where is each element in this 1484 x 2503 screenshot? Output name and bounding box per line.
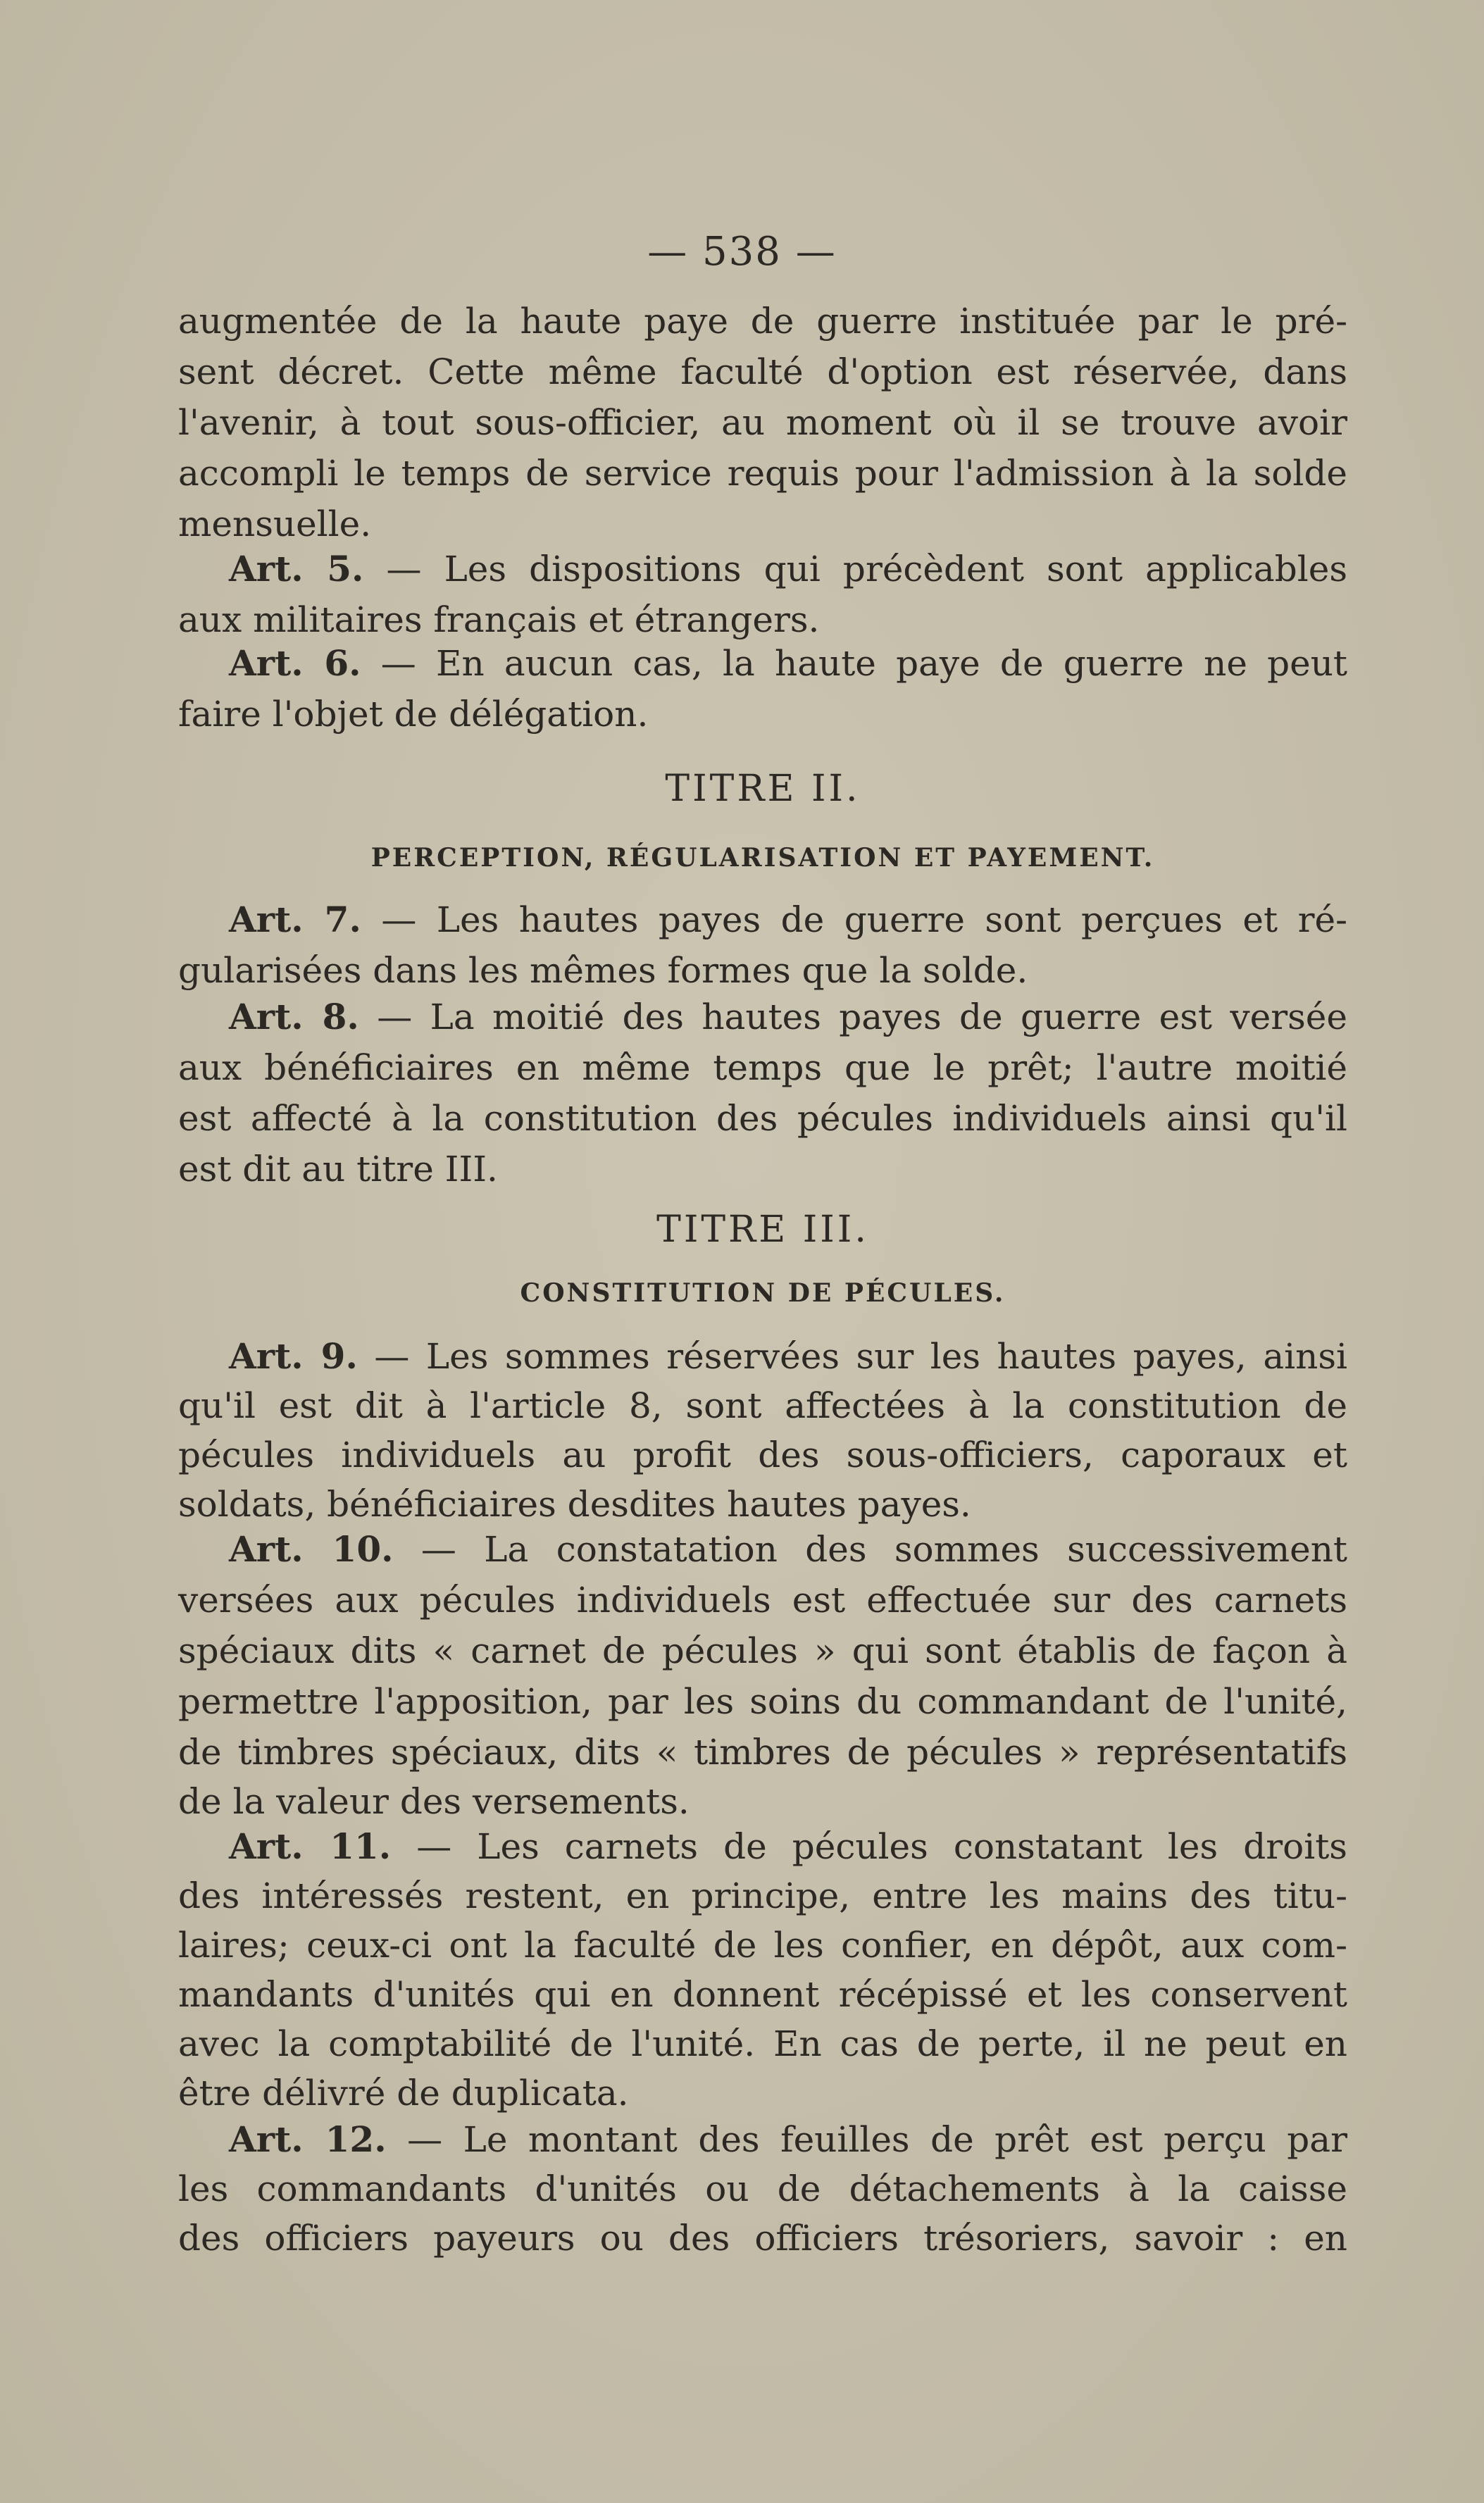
text-line: mandants d'unités qui en donnent récépissé et les conservent: [178, 1974, 1347, 2015]
article-text: — En aucun cas, la haute paye de guerre ne peut: [380, 643, 1347, 684]
text-line: des officiers payeurs ou des officiers trésoriers, savoir : en: [178, 2218, 1347, 2259]
section-title: TITRE II.: [665, 768, 861, 810]
text-line: être délivré de duplicata.: [178, 2073, 629, 2114]
text-line: faire l'objet de délégation.: [178, 694, 649, 735]
article-text: — Les carnets de pécules constatant les droits: [416, 1826, 1347, 1867]
text-line: soldats, bénéficiaires desdites hautes payes.: [178, 1484, 971, 1525]
text-line: aux militaires français et étrangers.: [178, 599, 820, 640]
text-line: est dit au titre III.: [178, 1149, 498, 1190]
article-text: — Les sommes réservées sur les hautes payes, ainsi: [374, 1336, 1347, 1377]
text-line: les commandants d'unités ou de détachements à la caisse: [178, 2168, 1347, 2209]
text-line: de timbres spéciaux, dits « timbres de pécules » représentatifs: [178, 1732, 1347, 1773]
text-line: aux bénéficiaires en même temps que le prêt; l'autre moitié: [178, 1047, 1347, 1088]
article-10-first-line: [178, 1524, 1347, 1575]
article-label: Art. 11.: [229, 1825, 392, 1867]
article-label: Art. 5.: [229, 548, 364, 589]
article-label: Art. 9.: [229, 1335, 358, 1377]
article-label: Art. 12.: [229, 2118, 387, 2160]
text-line: l'avenir, à tout sous-officier, au moment où il se trouve avoir: [178, 402, 1347, 443]
section-subtitle: PERCEPTION, RÉGULARISATION ET PAYEMENT.: [370, 843, 1155, 873]
text-line: des intéressés restent, en principe, entre les mains des titu-: [178, 1875, 1347, 1916]
text-line: mensuelle.: [178, 504, 372, 544]
article-9-first-line: [178, 1331, 1347, 1382]
article-11-first-line: [178, 1821, 1347, 1872]
text-line: accompli le temps de service requis pour l'admission à la solde: [178, 453, 1347, 494]
text-line: est affecté à la constitution des pécules individuels ainsi qu'il: [178, 1098, 1347, 1139]
article-label: Art. 6.: [229, 642, 361, 684]
text-line: laires; ceux-ci ont la faculté de les confier, en dépôt, aux com-: [178, 1925, 1347, 1966]
article-7-first-line: [178, 894, 1347, 945]
text-line: qu'il est dit à l'article 8, sont affectées à la constitution de: [178, 1385, 1347, 1426]
article-12-first-line: [178, 2114, 1347, 2165]
article-text: — Les hautes payes de guerre sont perçues et ré-: [381, 899, 1347, 940]
text-line: versées aux pécules individuels est effectuée sur des carnets: [178, 1580, 1347, 1621]
article-8-first-line: [178, 992, 1347, 1042]
article-label: Art. 10.: [229, 1528, 394, 1570]
article-text: — La moitié des hautes payes de guerre est versée: [377, 997, 1347, 1037]
article-label: Art. 7.: [229, 899, 361, 940]
text-line: spéciaux dits « carnet de pécules » qui sont établis de façon à: [178, 1630, 1347, 1671]
text-line: avec la comptabilité de l'unité. En cas de perte, il ne peut en: [178, 2023, 1347, 2064]
text-line: pécules individuels au profit des sous-officiers, caporaux et: [178, 1435, 1347, 1475]
text-line: de la valeur des versements.: [178, 1781, 690, 1822]
article-6-first-line: [178, 638, 1347, 689]
text-line: augmentée de la haute paye de guerre instituée par le pré-: [178, 301, 1347, 342]
article-text: — La constatation des sommes successivement: [420, 1529, 1347, 1570]
section-subtitle: CONSTITUTION DE PÉCULES.: [520, 1278, 1006, 1308]
section-title: TITRE III.: [656, 1209, 869, 1251]
article-5-first-line: [178, 544, 1347, 594]
text-line: gularisées dans les mêmes formes que la solde.: [178, 950, 1028, 991]
page-number: — 538 —: [647, 229, 837, 275]
text-line: permettre l'apposition, par les soins du commandant de l'unité,: [178, 1681, 1347, 1722]
article-text: — Le montant des feuilles de prêt est perçu par: [407, 2119, 1347, 2160]
text-line: sent décret. Cette même faculté d'option est réservée, dans: [178, 351, 1347, 392]
article-text: — Les dispositions qui précèdent sont applicables: [386, 549, 1347, 589]
article-label: Art. 8.: [229, 996, 359, 1037]
